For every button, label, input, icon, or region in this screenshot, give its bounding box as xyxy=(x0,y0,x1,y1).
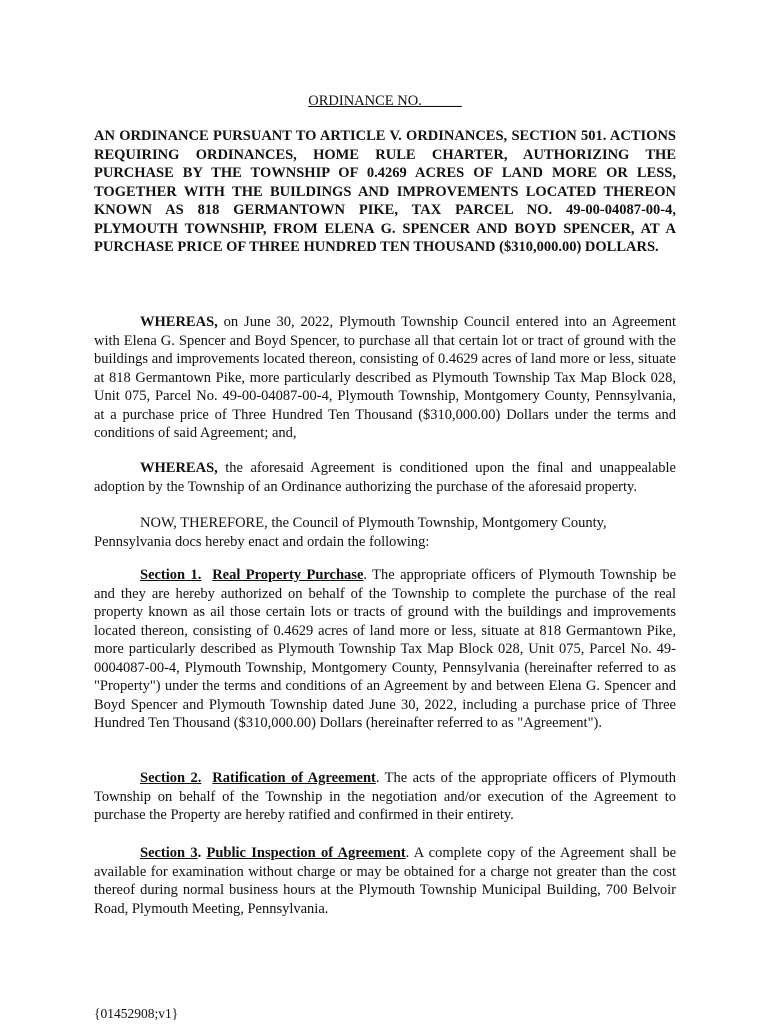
whereas-paragraph-1 xyxy=(94,313,676,443)
section-3-text: . A complete copy of the Agreement shall be available for examination without charge or may be obtained for a charge not greater than the cost thereof during normal business hours at the Plymouth Township Municipal Building, 700 Belvoir Road, Plymouth Meeting, Pennsylvania. xyxy=(94,845,677,917)
section-2-paragraph xyxy=(94,769,676,825)
now-therefore-paragraph xyxy=(94,514,676,551)
section-2-text: . The acts of the appropriate officers of Plymouth Township on behalf of the Township in the negotiation and/or execution of the Agreement to purchase the Property are hereby ratified and confirmed in their entirety. xyxy=(94,770,677,823)
section-1-title: Real Property Purchase xyxy=(212,567,364,583)
now-therefore-text: NOW, THEREFORE, the Council of Plymouth Township, Montgomery County, Pennsylvania docs hereby enact and ordain the following: xyxy=(94,515,607,550)
section-3-paragraph: Section 3. Public Inspection of Agreement. A complete copy of the Agreement shall be available for examination without charge or may be obtained for a charge not greater than the cost thereof during normal business hours at the Plymouth Township Municipal Building, 700 Belvoir Road, Plymouth Meeting, Pennsylvania. xyxy=(94,845,677,917)
section-1-text: . The appropriate officers of Plymouth Township be and they are hereby authorized on behalf of the Township to complete the purchase of the real property known as ail those certain lots or tracts of ground with the buildings and improvements located thereon, consisting of 0.4629 acres of land more or less, situate at 818 Germantown Pike, more particularly described as Plymouth Township Tax Map Block 028, Unit 075, Parcel No. 49-0004087-00-4, Plymouth Township, Montgomery County, Pennsylvania (hereinafter referred to as "Property") under the terms and conditions of an Agreement by and between Elena G. Spencer and Boyd Spencer and Plymouth Township dated June 30, 2022, including a purchase price of Three Hundred Ten Thousand ($310,000.00) Dollars (hereinafter referred to as "Agreement"). xyxy=(94,567,677,731)
ordinance-title: ORDINANCE NO. _____ xyxy=(308,93,462,109)
document-id-footer: {01452908;v1} xyxy=(94,1006,179,1021)
section-1-label: Section 1. xyxy=(140,567,202,583)
whereas-text: the aforesaid Agreement is conditioned upon the final and unappealable adoption by the Township of an Ordinance authorizing the purchase of the aforesaid property. xyxy=(94,460,676,495)
whereas-text: on June 30, 2022, Plymouth Township Council entered into an Agreement with Elena G. Spencer and Boyd Spencer, to purchase all that certain lot or tract of ground with the buildings and improvements located thereon, consisting of 0.4629 acres of land more or less, situate at 818 Germantown Pike, more particularly described as Plymouth Township Tax Map Block 028, Unit 075, Parcel No. 49-00-04087-00-4, Plymouth Township, Montgomery County, Pennsylvania, at a purchase price of Three Hundred Ten Thousand ($310,000.00) Dollars under the terms and conditions of said Agreement; and, xyxy=(94,314,676,441)
whereas-lead: WHEREAS, xyxy=(140,460,218,476)
whereas-paragraph-2 xyxy=(94,459,676,496)
section-1-paragraph xyxy=(94,566,676,733)
section-3-title: Public Inspection of Agreement xyxy=(206,845,406,861)
ordinance-heading: AN ORDINANCE PURSUANT TO ARTICLE V. ORDINANCES, SECTION 501. ACTIONS REQUIRING ORDINANCES, HOME RULE CHARTER, AUTHORIZING THE PURCHASE BY THE TOWNSHIP OF 0.4269 ACRES OF LAND MORE OR LESS, TOGETHER WITH THE BUILDINGS AND IMPROVEMENTS LOCATED THEREON KNOWN AS 818 GERMANTOWN PIKE, TAX PARCEL NO. 49-00-04087-00-4, PLYMOUTH TOWNSHIP, FROM ELENA G. SPENCER AND BOYD SPENCER, AT A PURCHASE PRICE OF THREE HUNDRED TEN THOUSAND ($310,000.00) DOLLARS. xyxy=(94,128,676,255)
section-2-title: Ratification of Agreement xyxy=(212,770,376,786)
section-2-label: Section 2. xyxy=(140,770,202,786)
whereas-lead: WHEREAS, xyxy=(140,314,218,330)
section-3-label: Section 3 xyxy=(140,845,198,861)
